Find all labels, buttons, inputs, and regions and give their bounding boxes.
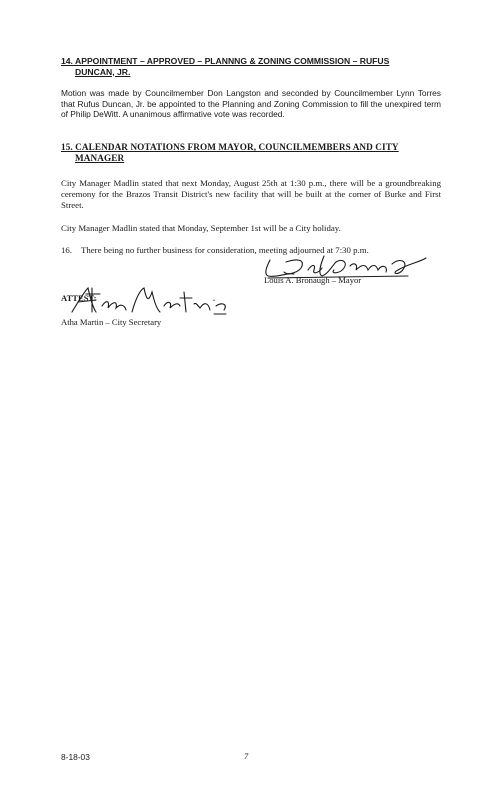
section-15-body-holiday: City Manager Madlin stated that Monday, September 1st will be a City holiday. — [61, 223, 341, 233]
section-16-text: There being no further business for consideration, meeting adjourned at 7:30 p.m. — [81, 245, 369, 255]
section-15-heading-line1: 15. CALENDAR NOTATIONS FROM MAYOR, COUNCILMEMBERS AND CITY — [61, 142, 399, 152]
section-15-heading — [61, 142, 441, 164]
section-15-body-groundbreaking: City Manager Madlin stated that next Monday, August 25th at 1:30 p.m., there will be a groundbreaking ceremony for the Brazos Transit District's new facility that will be built at the corner of Burke and First Street. — [61, 178, 441, 211]
footer-page-number: 7 — [244, 752, 249, 761]
section-14-heading — [61, 56, 441, 77]
section-14-heading-line1: 14. APPOINTMENT – APPROVED – PLANNNG & ZONING COMMISSION – RUFUS — [61, 56, 390, 66]
city-secretary-signature-line: Atha Martin – City Secretary — [61, 317, 162, 327]
section-16-number: 16. — [61, 245, 72, 255]
city-secretary-signature-image — [66, 284, 236, 318]
section-15-heading-line2: MANAGER — [75, 153, 125, 163]
mayor-signature-line: Louis A. Bronaugh – Mayor — [264, 275, 362, 285]
attest-label: ATTEST: — [61, 293, 97, 303]
footer-date: 8-18-03 — [61, 752, 90, 762]
section-14-body: Motion was made by Councilmember Don Langston and seconded by Councilmember Lynn Torres that Rufus Duncan, Jr. be appointed to the Planning and Zoning Commission to fill the unexpired term of Philip DeWitt. A unanimous affirmative vote was recorded. — [61, 88, 441, 120]
section-14-heading-line2: DUNCAN, JR. — [75, 66, 131, 77]
